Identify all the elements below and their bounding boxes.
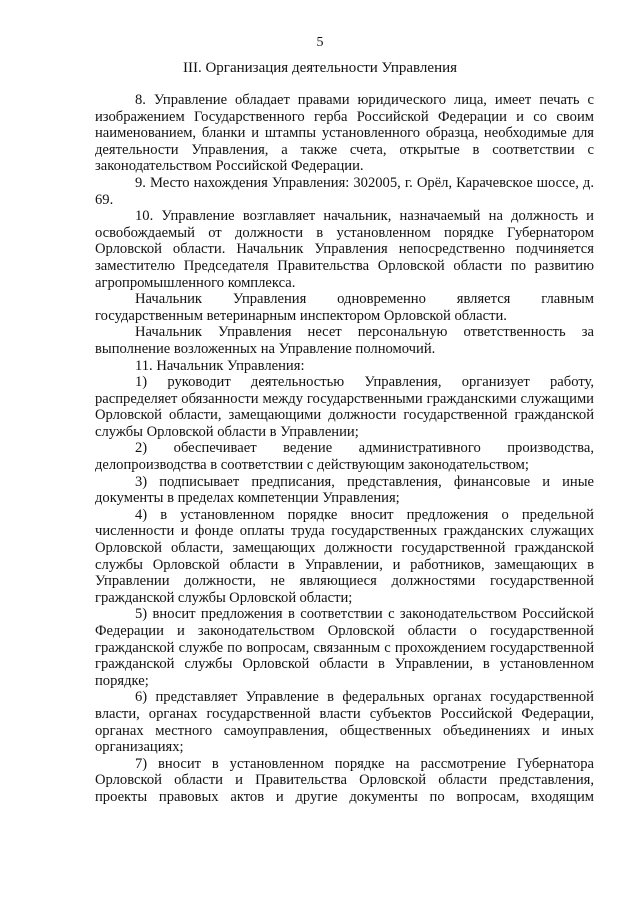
- duty-item-5: 5) вносит предложения в соответствии с законодательством Российской Федерации и законодательством Орловской области о государственной гражданской службе по вопросам, связанным с прохождением государственной гражданской службы Орловской области в Управлении, в установленном порядке;: [95, 606, 594, 689]
- paragraph-11-head-duties: 11. Начальник Управления:: [135, 357, 305, 374]
- duty-item-1: 1) руководит деятельностью Управления, организует работу, распределяет обязанности между государственными гражданскими служащими Орловской области, замещающими должности государственной гражданской службы Орловской области в Управлении;: [95, 374, 594, 440]
- paragraph-head-responsibility: Начальник Управления несет персональную ответственность за выполнение возложенных на Управление полномочий.: [95, 324, 594, 357]
- duty-item-6: 6) представляет Управление в федеральных органах государственной власти, органах государственной власти субъектов Российской Федерации, органах местного самоуправления, общественных объединениях и иных организациях;: [95, 689, 594, 756]
- page-number: 5: [316, 35, 324, 50]
- body-text: [95, 92, 594, 806]
- section-heading: III. Организация деятельности Управления: [182, 60, 458, 76]
- paragraph-9-location: 9. Место нахождения Управления: 302005, г. Орёл, Карачевское шоссе, д. 69.: [95, 174, 594, 208]
- paragraph-10-head: 10. Управление возглавляет начальник, назначаемый на должность и освобождаемый от должности в установленном порядке Губернатором Орловской области. Начальник Управления непосредственно подчиняется заместителю Председателя Правительства Орловской области по развитию агропромышленного комплекса.: [95, 208, 594, 291]
- paragraph-8-legal-entity: 8. Управление обладает правами юридического лица, имеет печать с изображением Государственного герба Российской Федерации и со своим наименованием, бланки и штампы установленного образца, необходимые для деятельности Управления, а также счета, открытые в соответствии с законодательством Российской Федерации.: [95, 92, 594, 175]
- duty-item-4: 4) в установленном порядке вносит предложения о предельной численности и фонде оплаты труда государственных гражданских служащих Орловской области, замещающих должности государственной гражданской службы Орловской области в Управлении, и работников, замещающих в Управлении должности, не являющиеся должностями государственной гражданской службы Орловской области;: [95, 506, 594, 606]
- duty-item-3: 3) подписывает предписания, представления, финансовые и иные документы в пределах компетенции Управления;: [95, 473, 594, 507]
- duty-item-2: 2) обеспечивает ведение административного производства, делопроизводства в соответствии с действующим законодательством;: [95, 440, 594, 474]
- paragraph-head-vet-inspector: Начальник Управления одновременно является главным государственным ветеринарным инспектором Орловской области.: [95, 291, 594, 324]
- duty-item-7: 7) вносит в установленном порядке на рассмотрение Губернатора Орловской области и Правительства Орловской области представления, проекты правовых актов и другие документы по вопросам, входящим: [95, 755, 594, 805]
